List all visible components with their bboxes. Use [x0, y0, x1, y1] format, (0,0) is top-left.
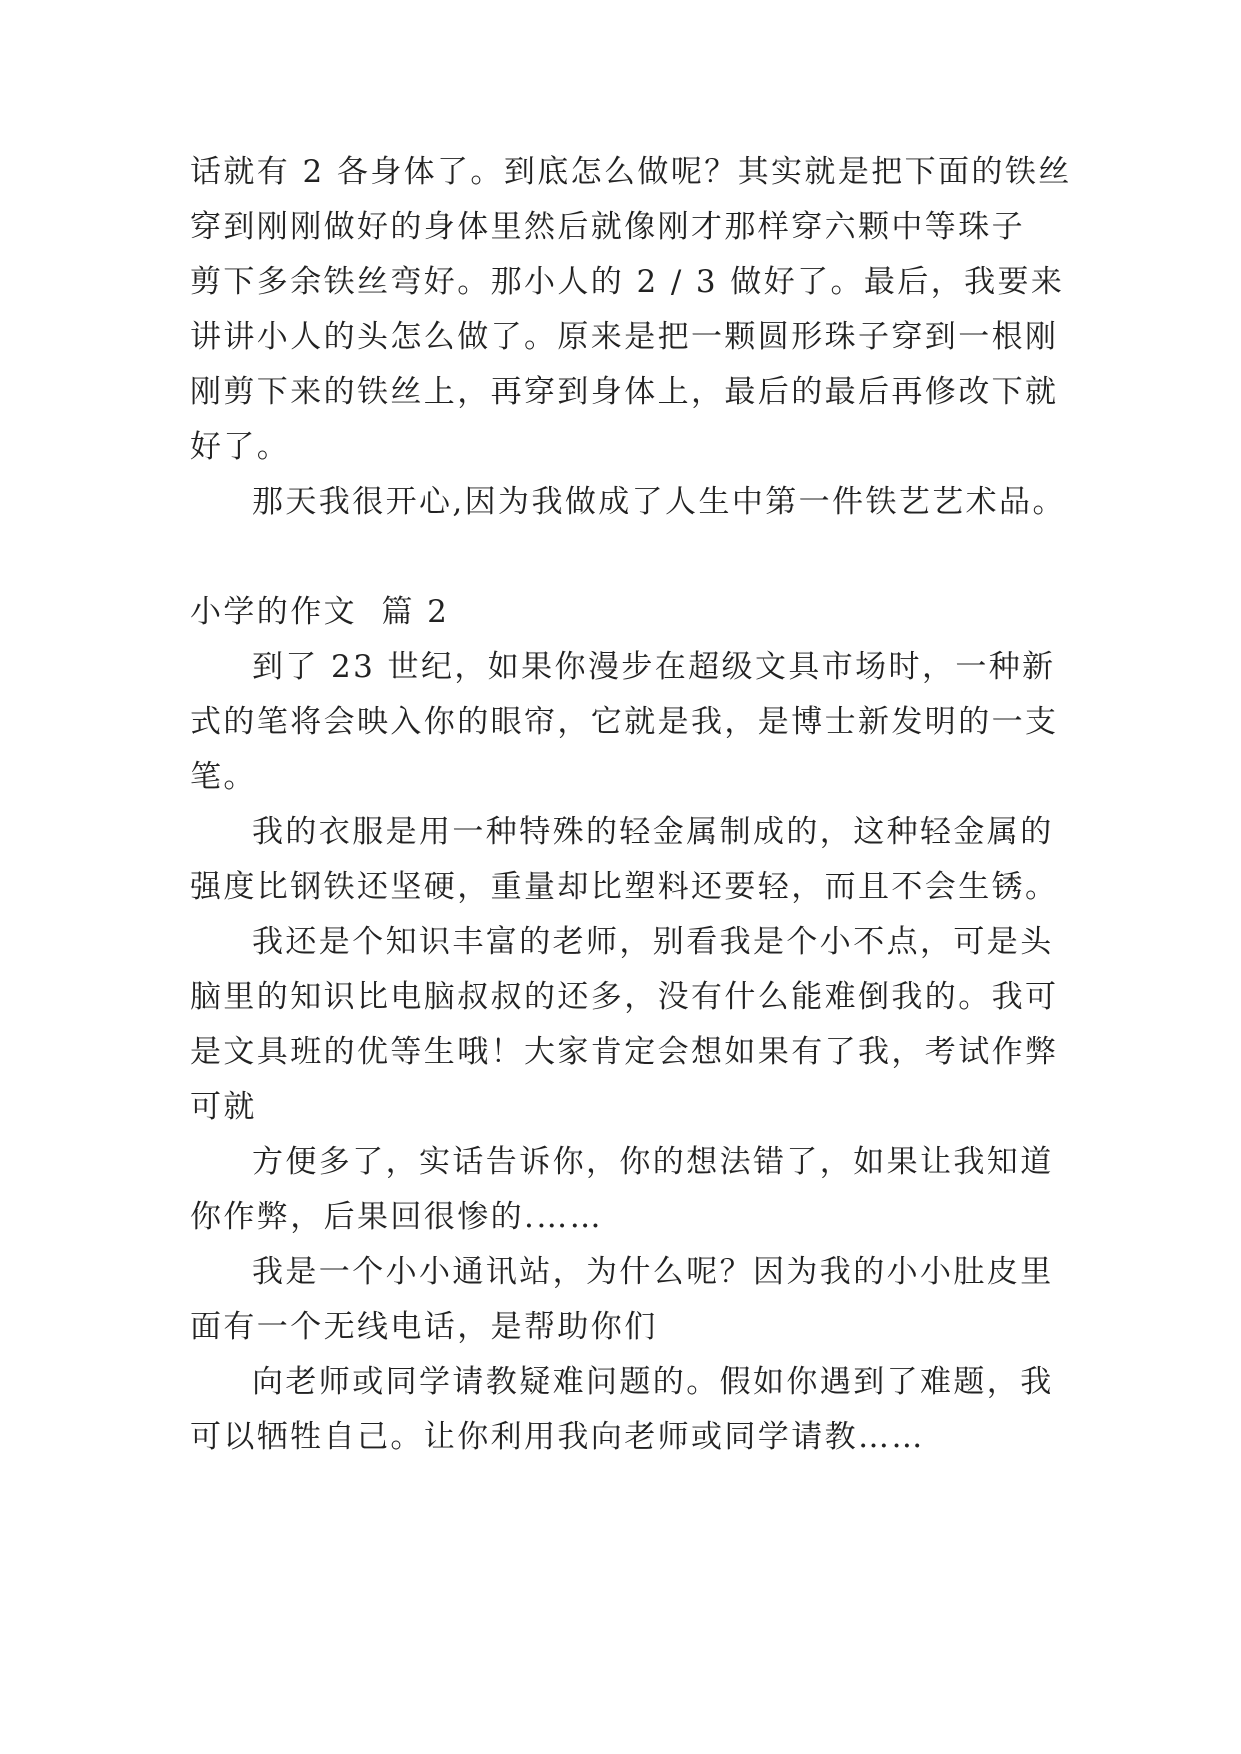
paragraph-first-line: 那天我很开心,因为我做成了人生中第一件铁艺艺术品。 — [252, 484, 1066, 520]
text-line: 笔。 — [190, 759, 257, 795]
text-line: 可就 — [190, 1089, 257, 1125]
text-line: 面有一个无线电话，是帮助你们 — [190, 1309, 658, 1345]
text-line: 剪下多余铁丝弯好。那小人的 2 / 3 做好了。最后，我要来 — [190, 264, 1065, 300]
paragraph-first-line: 到了 23 世纪，如果你漫步在超级文具市场时，一种新 — [252, 649, 1056, 685]
text-line: 讲讲小人的头怎么做了。原来是把一颗圆形珠子穿到一根刚 — [190, 319, 1059, 355]
text-line: 可以牺牲自己。让你利用我向老师或同学请教…… — [190, 1419, 925, 1455]
paragraph-first-line: 我的衣服是用一种特殊的轻金属制成的，这种轻金属的 — [252, 814, 1054, 850]
text-line: 是文具班的优等生哦！大家肯定会想如果有了我，考试作弊 — [190, 1034, 1059, 1070]
text-line: 你作弊，后果回很惨的.…… — [190, 1199, 604, 1235]
paragraph-first-line: 我是一个小小通讯站，为什么呢？因为我的小小肚皮里 — [252, 1254, 1054, 1290]
text-line: 好了。 — [190, 429, 291, 465]
paragraph-first-line: 向老师或同学请教疑难问题的。假如你遇到了难题，我 — [252, 1364, 1054, 1400]
text-line: 刚剪下来的铁丝上，再穿到身体上，最后的最后再修改下就 — [190, 374, 1059, 410]
section-heading: 小学的作文 篇 2 — [190, 594, 450, 630]
text-line: 话就有 2 各身体了。到底怎么做呢？其实就是把下面的铁丝 — [190, 154, 1072, 190]
text-line: 强度比钢铁还坚硬，重量却比塑料还要轻，而且不会生锈。 — [190, 869, 1059, 905]
paragraph-first-line: 方便多了，实话告诉你，你的想法错了，如果让我知道 — [252, 1144, 1054, 1180]
text-line: 脑里的知识比电脑叔叔的还多，没有什么能难倒我的。我可 — [190, 979, 1059, 1015]
text-line: 式的笔将会映入你的眼帘，它就是我，是博士新发明的一支 — [190, 704, 1059, 740]
paragraph-first-line: 我还是个知识丰富的老师，别看我是个小不点，可是头 — [252, 924, 1054, 960]
document-page — [190, 0, 1072, 1754]
text-line: 穿到刚刚做好的身体里然后就像刚才那样穿六颗中等珠子 — [190, 209, 1025, 245]
